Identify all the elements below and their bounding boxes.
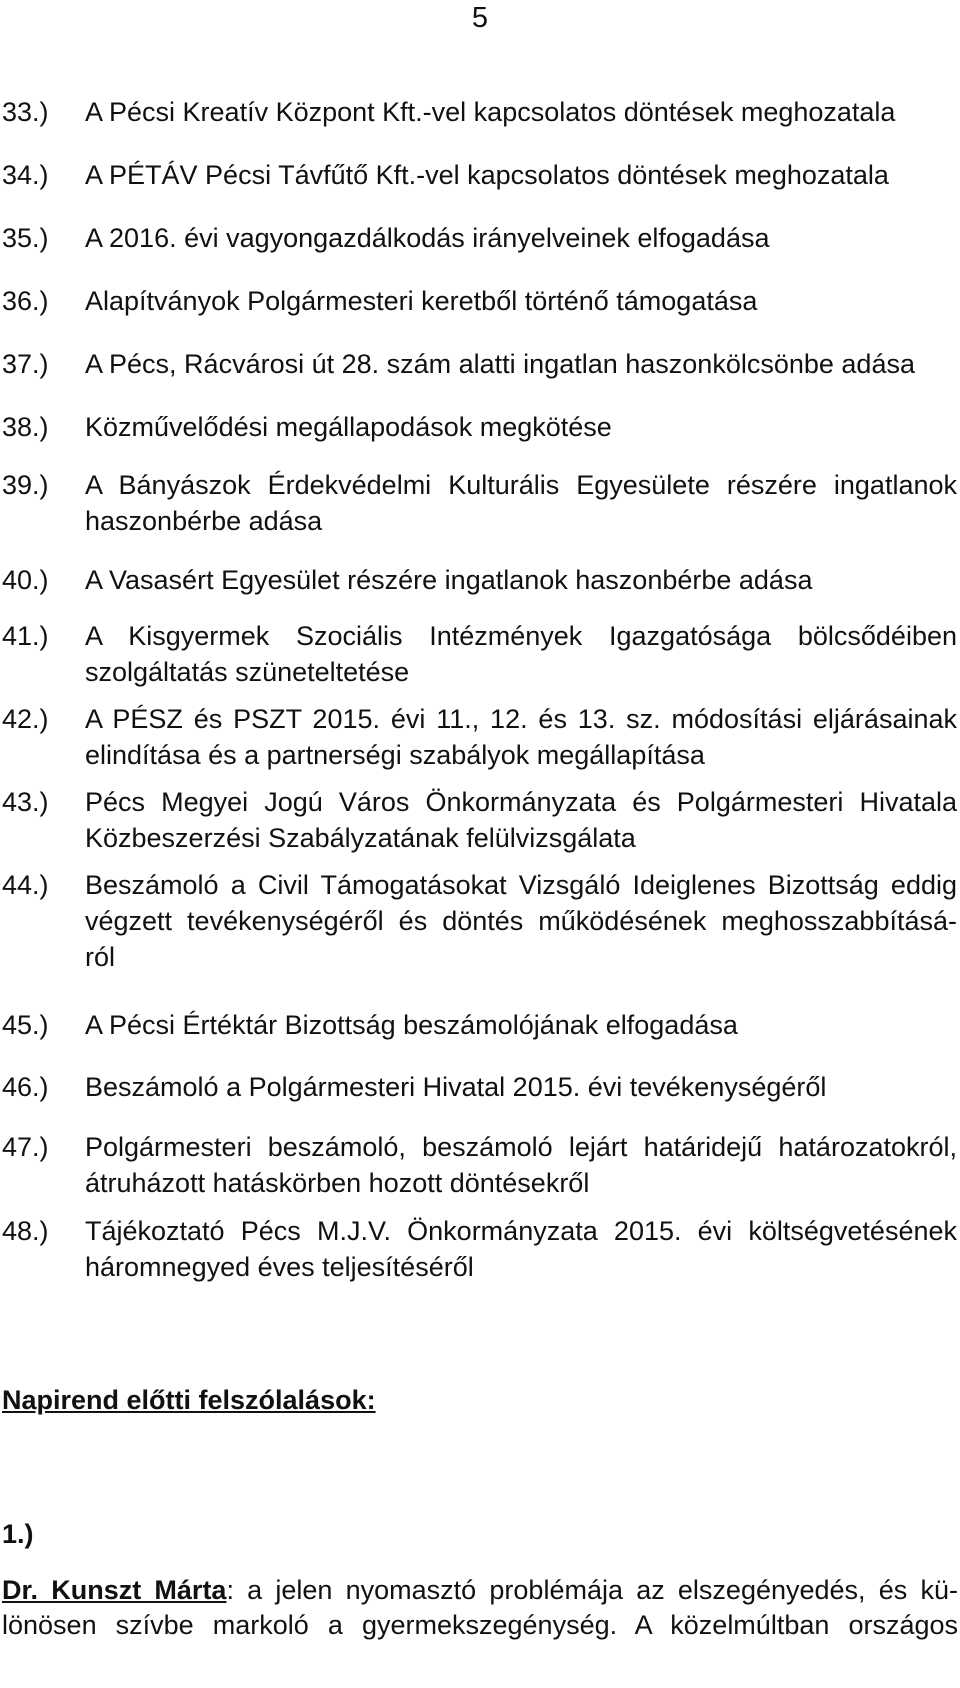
agenda-item-text bbox=[85, 618, 957, 690]
agenda-item-line: A Bányászok Érdekvédelmi Kulturális Egyesülete részére ingatlanok bbox=[85, 470, 957, 500]
agenda-item-text bbox=[85, 1007, 957, 1043]
agenda-item-line: A Kisgyermek Szociális Intézmények Igazgatósága bölcsődéiben bbox=[85, 621, 957, 651]
agenda-item-line: ról bbox=[85, 942, 116, 972]
agenda-item-line: szolgáltatás szüneteltetése bbox=[85, 657, 410, 687]
agenda-item-number: 36.) bbox=[2, 286, 49, 316]
agenda-item-line: Pécs Megyei Jogú Város Önkormányzata és Polgármesteri Hivatala bbox=[85, 787, 957, 817]
agenda-item-line: A 2016. évi vagyongazdálkodás irányelveinek elfogadása bbox=[85, 223, 770, 253]
agenda-item-number: 42.) bbox=[2, 704, 49, 734]
agenda-item-line: A PÉTÁV Pécsi Távfűtő Kft.-vel kapcsolatos döntések meghozatala bbox=[85, 160, 889, 190]
agenda-item-number: 38.) bbox=[2, 412, 49, 442]
agenda-item-number: 45.) bbox=[2, 1010, 49, 1040]
agenda-item-text bbox=[85, 701, 957, 773]
agenda-item-number: 43.) bbox=[2, 787, 49, 817]
agenda-item-number: 34.) bbox=[2, 160, 49, 190]
agenda-item-text bbox=[85, 346, 957, 382]
agenda-item-number: 41.) bbox=[2, 621, 49, 651]
agenda-item-text bbox=[85, 220, 957, 256]
speech-number: 1.) bbox=[2, 1519, 34, 1549]
agenda-item-line: Alapítványok Polgármesteri keretből történő támogatása bbox=[85, 286, 758, 316]
agenda-item-line: Beszámoló a Civil Támogatásokat Vizsgáló Ideiglenes Bizottság eddig bbox=[85, 870, 957, 900]
agenda-item-line: A Vasasért Egyesület részére ingatlanok haszonbérbe adása bbox=[85, 565, 813, 595]
agenda-item-text bbox=[85, 157, 957, 193]
agenda-item-text bbox=[85, 1213, 957, 1285]
agenda-item-text bbox=[85, 562, 957, 598]
speech-paragraph bbox=[2, 1573, 958, 1643]
agenda-item-line: Polgármesteri beszámoló, beszámoló lejárt határidejű határozatokról, bbox=[85, 1132, 957, 1162]
speaker-name: Dr. Kunszt Márta bbox=[2, 1575, 227, 1605]
agenda-item-text bbox=[85, 1069, 957, 1105]
agenda-item-line: háromnegyed éves teljesítéséről bbox=[85, 1252, 474, 1282]
agenda-item-text bbox=[85, 94, 957, 130]
agenda-item-line: A Pécsi Kreatív Központ Kft.-vel kapcsolatos döntések meghozatala bbox=[85, 97, 896, 127]
speech-text-line-2: lönösen szívbe markoló a gyermekszegénység. A közelmúltban országos bbox=[2, 1610, 958, 1640]
agenda-item-number: 40.) bbox=[2, 565, 49, 595]
agenda-item-line: végzett tevékenységéről és döntés működésének meghosszabbításá- bbox=[85, 906, 957, 936]
agenda-item-number: 47.) bbox=[2, 1132, 49, 1162]
agenda-item-line: Közművelődési megállapodások megkötése bbox=[85, 412, 612, 442]
agenda-item-number: 33.) bbox=[2, 97, 49, 127]
agenda-item-number: 46.) bbox=[2, 1072, 49, 1102]
agenda-item-line: A PÉSZ és PSZT 2015. évi 11., 12. és 13. sz. módosítási eljárásainak bbox=[85, 704, 957, 734]
agenda-item-line: A Pécs, Rácvárosi út 28. szám alatti ingatlan haszonkölcsönbe adása bbox=[85, 349, 915, 379]
page-number: 5 bbox=[471, 2, 489, 34]
agenda-item-text bbox=[85, 867, 957, 975]
agenda-item-text bbox=[85, 784, 957, 856]
agenda-item-number: 35.) bbox=[2, 223, 49, 253]
agenda-item-line: A Pécsi Értéktár Bizottság beszámolójának elfogadása bbox=[85, 1010, 738, 1040]
agenda-item-text bbox=[85, 283, 957, 319]
agenda-item-line: Közbeszerzési Szabályzatának felülvizsgálata bbox=[85, 823, 636, 853]
agenda-item-text bbox=[85, 467, 957, 539]
agenda-item-line: Beszámoló a Polgármesteri Hivatal 2015. évi tevékenységéről bbox=[85, 1072, 827, 1102]
agenda-item-line: elindítása és a partnerségi szabályok megállapítása bbox=[85, 740, 705, 770]
agenda-item-number: 44.) bbox=[2, 870, 49, 900]
agenda-item-line: haszonbérbe adása bbox=[85, 506, 323, 536]
agenda-item-text bbox=[85, 409, 957, 445]
agenda-item-number: 39.) bbox=[2, 470, 49, 500]
agenda-item-line: Tájékoztató Pécs M.J.V. Önkormányzata 2015. évi költségvetésének bbox=[85, 1216, 957, 1246]
agenda-item-number: 48.) bbox=[2, 1216, 49, 1246]
speech-text-line-1: : a jelen nyomasztó problémája az elszegényedés, és kü- bbox=[226, 1575, 958, 1605]
agenda-item-line: átruházott hatáskörben hozott döntésekről bbox=[85, 1168, 590, 1198]
agenda-item-text bbox=[85, 1129, 957, 1201]
section-heading: Napirend előtti felszólalások: bbox=[2, 1385, 376, 1415]
agenda-item-number: 37.) bbox=[2, 349, 49, 379]
